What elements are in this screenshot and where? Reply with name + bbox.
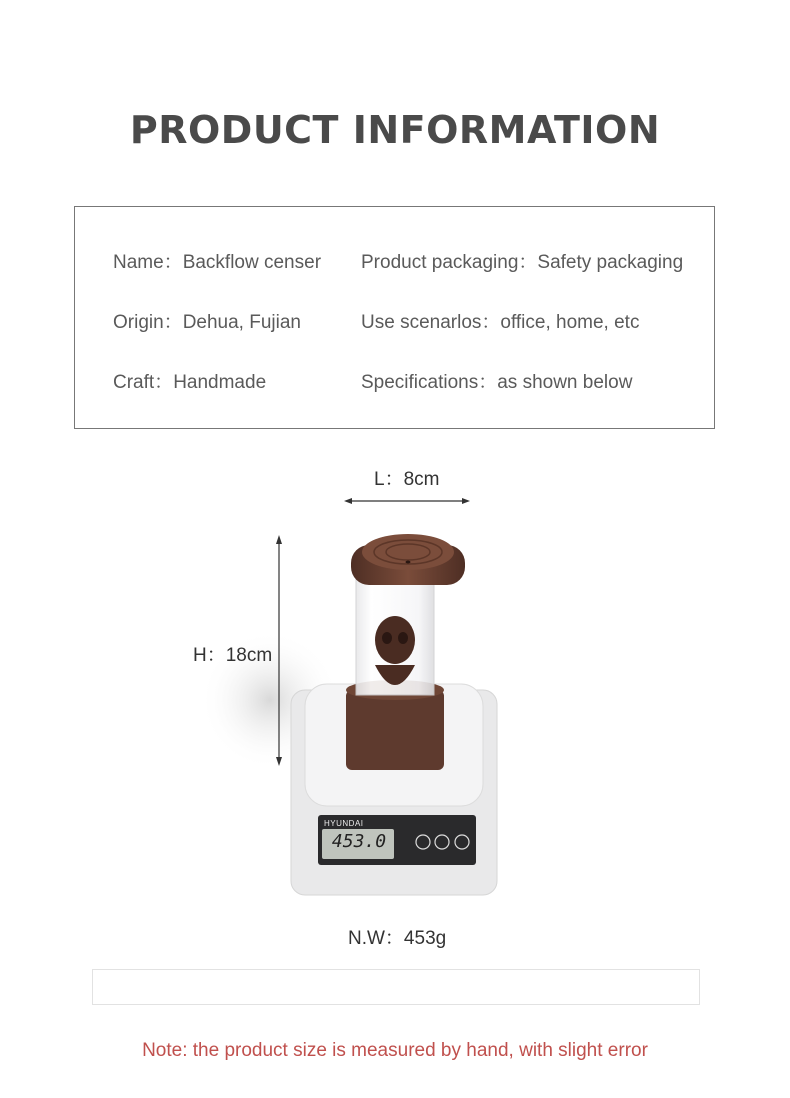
specs-value: as shown below (497, 372, 633, 393)
origin-value: Dehua, Fujian (182, 312, 301, 333)
packaging-value: Safety packaging (537, 252, 684, 273)
craft-label: Craft： (113, 372, 174, 393)
note-text: Note: the product size is measured by hand, with slight error (142, 1040, 648, 1061)
weight-label: N.W：453g (348, 928, 447, 949)
length-label: L：8cm (374, 469, 440, 490)
page-title: PRODUCT INFORMATION (129, 108, 661, 152)
name-value: Backflow censer (182, 252, 322, 273)
packaging-label: Product packaging： (361, 252, 538, 273)
specs-label: Specifications： (361, 372, 498, 393)
scenarios-value: office, home, etc (500, 312, 640, 333)
craft-value: Handmade (173, 372, 267, 393)
scale-brand: HYUNDAI (324, 819, 364, 828)
length-arrow (344, 498, 470, 504)
height-label: H：18cm (193, 645, 273, 666)
scenarios-label: Use scenarlos： (361, 312, 501, 333)
origin-label: Origin： (113, 312, 183, 333)
ruler (92, 969, 700, 1005)
name-label: Name： (113, 252, 183, 273)
skull-figure (375, 616, 415, 664)
scale-display: 453.0 (331, 831, 387, 852)
